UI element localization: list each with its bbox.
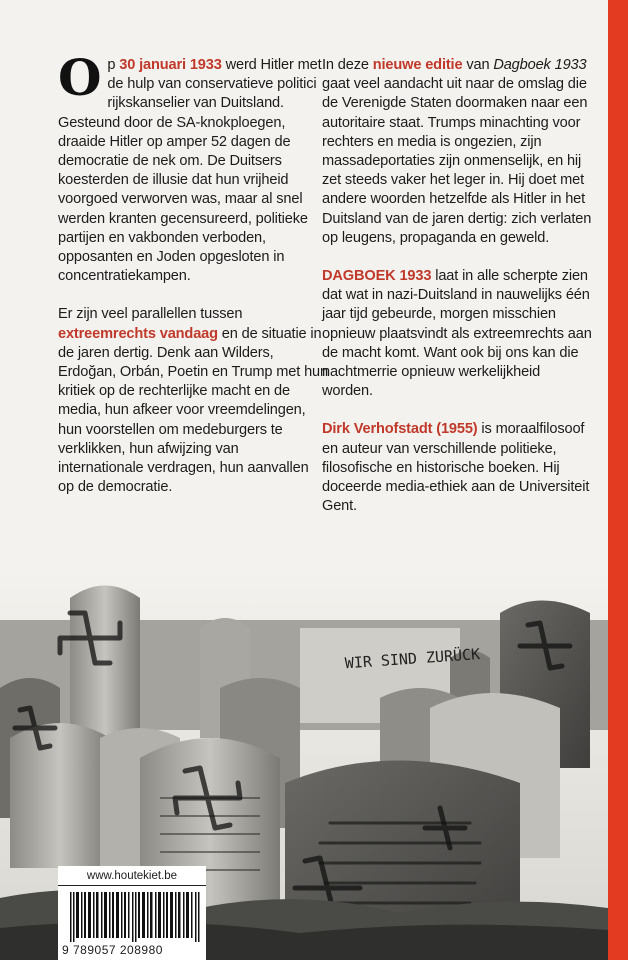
graffiti-text: WIR SIND ZURÜCK [344,644,481,673]
left-text-column [58,48,328,516]
intro-paragraph [58,48,328,286]
extreme-right-highlight: extreemrechts vandaag [58,325,218,342]
barcode-bars [70,892,200,942]
publisher-url: www.houtekiet.be [58,866,206,886]
author-text: is moraalfilosoof en auteur van verschillende politieke, filosofische en historische boeken. Hij doceerde media-ethiek aan de Universiteit Gent. [322,421,590,515]
date-highlight: 30 januari 1933 [119,57,222,73]
isbn-number: 9 789057 208980 [62,943,163,957]
tombstone-left [10,723,110,868]
parallels-text: en de situatie in de jaren dertig. Denk aan Wilders, Erdoğan, Orbán, Poetin en Trump met hun kritiek op de rechterlijke macht en de media, hun afkeer voor vreemdelingen, hun voorstellen om medeburgers te verklikken, hun afwijzing van internationale verdragen, hun aanvallen op de democratie. [58,325,328,496]
edition-paragraph [322,56,592,248]
edition-text: gaat veel aandacht uit naar de omslag die de Verenigde Staten doormaken naar een autoritaire staat. Trumps minachting voor rechters en media is ongezien, zijn massadeportaties zijn onmenselijk, en hij zet steeds vaker het leger in. Hij doet met andere woorden hetzelfde als Hitler in het Duitsland van de jaren dertig: zich verlaten op leugens, propaganda en geweld. [322,76,592,246]
dagboek-paragraph [322,267,592,401]
dagboek-text: laat in alle scherpte zien dat wat in nazi-Duitsland in nauwelijks één jaar tijd gebeurde, morgen misschien opnieuw plaatsvindt als extreemrechts aan de macht komt. Want ook bij ons kan die nachtmerrie opnieuw werkelijkheid worden. [322,268,592,400]
intro-text: werd Hitler met de hulp van conservatieve politici rijkskanselier van Duitsland. Gesteund door de SA-knokploegen, draaide Hitler op amper 52 dagen de democratie de nek om. De Duitsers koesterden de illusie dat hun vrijheid voorgoed verworven was, maar al snel werden kranten gecensureerd, politieke partijen en vakbonden verboden, opposanten en Joden opgesloten in concentratiekampen. [58,57,322,285]
drop-cap: O [58,48,102,107]
barcode-box [58,866,206,960]
red-spine-band [608,0,628,960]
right-text-column [322,56,592,535]
parallels-paragraph [58,305,328,497]
edition-mid: van [462,57,494,73]
author-highlight: Dirk Verhofstadt (1955) [322,421,478,438]
new-edition-highlight: nieuwe editie [372,57,463,73]
author-paragraph [322,420,592,516]
book-title-italic: Dagboek 1933 [493,57,587,73]
dagboek-highlight: DAGBOEK 1933 [322,268,432,285]
edition-start: In deze [322,57,373,73]
intro-start: p [107,57,120,73]
parallels-start: Er zijn veel parallellen tussen [58,306,243,323]
